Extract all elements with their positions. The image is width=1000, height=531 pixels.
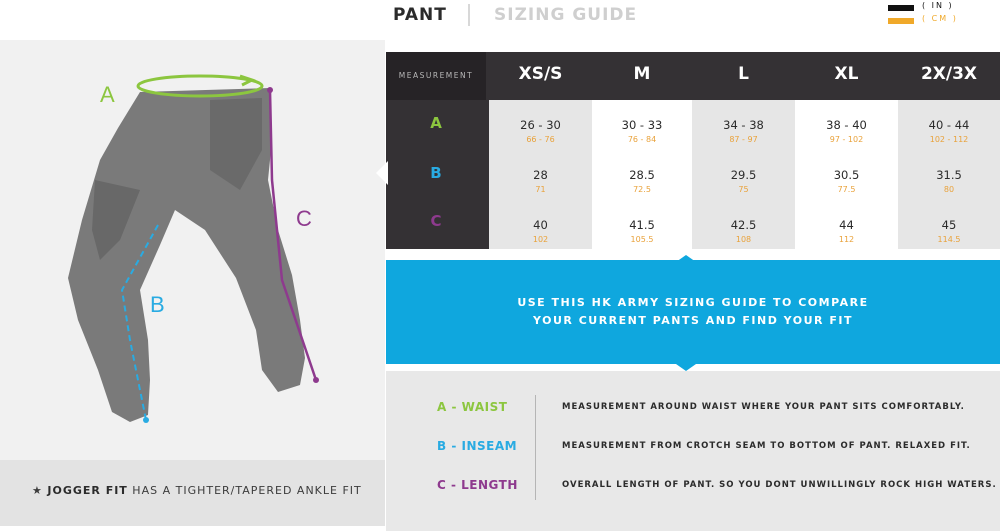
legend-key-waist: A - WAIST bbox=[437, 400, 508, 414]
measurement-header: MEASUREMENT bbox=[398, 71, 474, 80]
inch-key-swatch bbox=[888, 5, 914, 11]
row-letter-c: C bbox=[430, 212, 442, 230]
note-text: HAS A TIGHTER/TAPERED ANKLE FIT bbox=[127, 484, 362, 497]
legend-desc-waist: MEASUREMENT AROUND WAIST WHERE YOUR PANT SITS COMFORTABLY. bbox=[562, 402, 965, 412]
size-header: M bbox=[633, 64, 651, 84]
size-header: XS/S bbox=[518, 64, 563, 84]
table-cell: 40 102 bbox=[532, 218, 549, 244]
inch-key-label: ( IN ) bbox=[922, 1, 954, 10]
banner-line-1: USE THIS HK ARMY SIZING GUIDE TO COMPARE bbox=[517, 296, 869, 309]
banner-line-2: YOUR CURRENT PANTS AND FIND YOUR FIT bbox=[533, 314, 853, 327]
pant-figure bbox=[0, 40, 385, 460]
table-cell: 40 - 44 102 - 112 bbox=[928, 118, 970, 144]
row-letter-a: A bbox=[430, 114, 442, 132]
table-cell: 28.5 72.5 bbox=[629, 168, 655, 194]
table-cell: 29.5 75 bbox=[730, 168, 757, 194]
legend-divider bbox=[535, 395, 536, 500]
table-cell: 44 112 bbox=[838, 218, 855, 244]
jogger-fit-note bbox=[32, 484, 362, 497]
star-icon: ★ bbox=[32, 484, 43, 497]
table-cell: 28 71 bbox=[533, 168, 548, 194]
page-subtitle: SIZING GUIDE bbox=[494, 5, 638, 25]
legend-key-length: C - LENGTH bbox=[437, 478, 518, 492]
size-header: XL bbox=[834, 64, 859, 84]
figure-label-c: C bbox=[296, 206, 312, 231]
note-bold: JOGGER FIT bbox=[47, 484, 128, 497]
table-cell: 34 - 38 87 - 97 bbox=[723, 118, 764, 144]
cm-key-label: ( CM ) bbox=[922, 14, 958, 23]
banner-notch-bottom bbox=[676, 364, 696, 371]
size-header: 2X/3X bbox=[920, 64, 978, 84]
cm-key-swatch bbox=[888, 18, 914, 24]
figure-label-a: A bbox=[100, 82, 115, 107]
figure-label-b: B bbox=[150, 292, 165, 317]
table-cell: 30.5 77.5 bbox=[833, 168, 860, 194]
banner-notch-top bbox=[676, 255, 696, 262]
table-cell: 41.5 105.5 bbox=[629, 218, 655, 244]
table-cell: 38 - 40 97 - 102 bbox=[826, 118, 867, 144]
size-header: L bbox=[738, 64, 749, 84]
page-title: PANT bbox=[393, 5, 447, 25]
table-cell: 26 - 30 66 - 76 bbox=[520, 118, 561, 144]
row-letter-b: B bbox=[430, 164, 442, 182]
title-divider bbox=[468, 4, 470, 26]
table-cell: 31.5 80 bbox=[936, 168, 962, 194]
legend-key-inseam: B - INSEAM bbox=[437, 439, 518, 453]
table-cell: 30 - 33 76 - 84 bbox=[621, 118, 663, 144]
legend-desc-length: OVERALL LENGTH OF PANT. SO YOU DONT UNWILLINGLY ROCK HIGH WATERS. bbox=[562, 480, 997, 490]
legend-desc-inseam: MEASUREMENT FROM CROTCH SEAM TO BOTTOM OF PANT. RELAXED FIT. bbox=[562, 441, 971, 451]
info-banner bbox=[386, 260, 1000, 364]
table-cell: 42.5 108 bbox=[730, 218, 757, 244]
table-cell: 45 114.5 bbox=[937, 218, 961, 244]
